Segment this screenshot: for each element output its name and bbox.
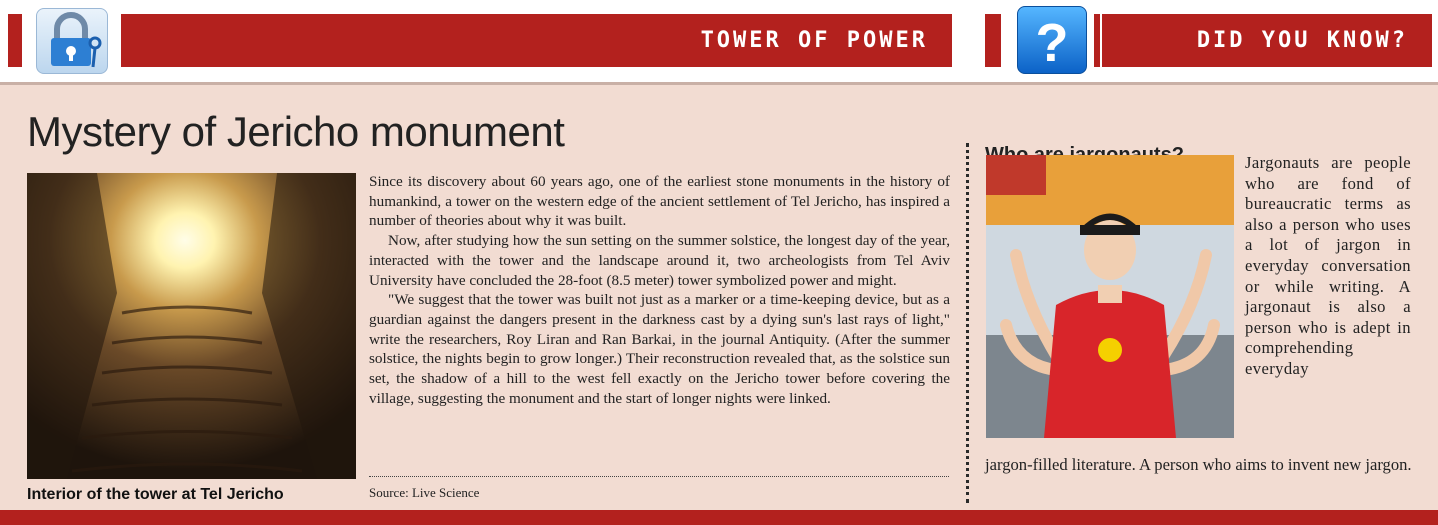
svg-text:?: ? bbox=[1035, 13, 1069, 73]
source-divider bbox=[369, 476, 949, 477]
sidebar-text-bottom: jargon-filled literature. A person who aims to invent new jargon. bbox=[985, 455, 1412, 474]
article-paragraph: Since its discovery about 60 years ago, one of the earliest stone monuments in the history of humankind, a tower on the western edge of the ancient settlement of Tel Jericho, has inspired a number of theories about why it was built. bbox=[369, 173, 950, 230]
article-body bbox=[369, 172, 950, 408]
article-source: Source: Live Science bbox=[369, 485, 480, 500]
banner-did-you-know: DID YOU KNOW? bbox=[1102, 14, 1432, 67]
header-rule bbox=[0, 82, 1438, 85]
footer-bar bbox=[0, 510, 1438, 525]
sidebar-text-side: Jargonauts are people who are fond of bureaucratic terms as also a person who uses a lot of jargon in everyday conversation or while writing. A jargonaut is also a person who is adept in comprehending everyday bbox=[1245, 153, 1411, 378]
header-accent-left bbox=[8, 14, 22, 67]
article-paragraph: Now, after studying how the sun setting on the summer solstice, the longest day of the year, interacted with the tower and the landscape around it, two archeologists from Tel Aviv University have concluded the 28-foot (8.5 meter) tower symbolized power and might. bbox=[369, 232, 950, 289]
article-paragraph: "We suggest that the tower was built not just as a marker or a time-keeping device, but as a guardian against the dangers present in the darkness cast by a dying sun's last rays of light," write the researchers, Roy Liran and Ran Barkai, in the journal Antiquity. (After the summer solstice, the nights begin to grow longer.) Their reconstruction revealed that, as the solstice sun set, the shadow of a hill to the west fell exactly on the Jericho tower before covering the village, suggesting the monument and the start of longer nights were linked. bbox=[369, 291, 950, 407]
question-mark-icon bbox=[1017, 6, 1087, 74]
lock-key-icon bbox=[36, 8, 108, 74]
tower-interior-photo bbox=[27, 173, 356, 479]
image-caption: Interior of the tower at Tel Jericho bbox=[27, 486, 284, 503]
column-divider bbox=[966, 143, 969, 503]
header-accent-right bbox=[985, 14, 1001, 67]
article-title: Mystery of Jericho monument bbox=[27, 108, 565, 155]
jargonaut-photo bbox=[986, 155, 1234, 438]
banner-tower-of-power: TOWER OF POWER bbox=[127, 14, 952, 67]
header-separator-right bbox=[1094, 14, 1100, 67]
